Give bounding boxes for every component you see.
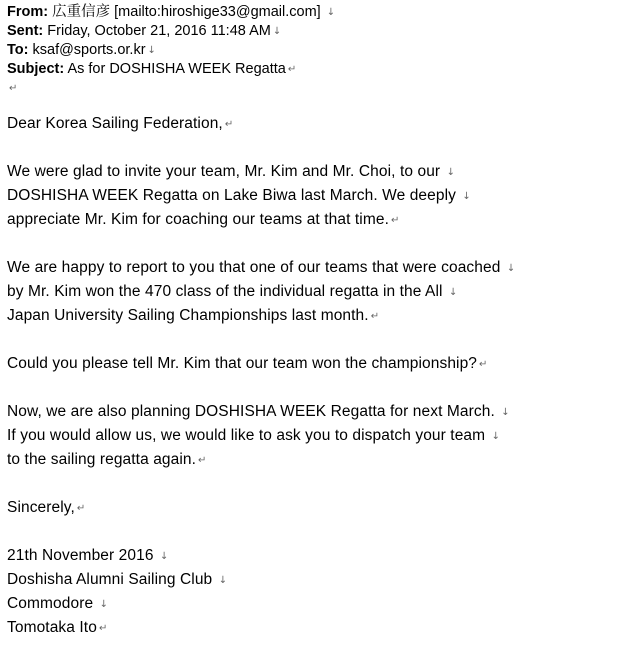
paragraph-line [7, 448, 615, 472]
line-break-mark: ↓ [506, 263, 516, 274]
paragraph-line [7, 304, 615, 328]
paragraph-line-text: by Mr. Kim won the 470 class of the individual regatta in the All [7, 283, 443, 300]
spacer [7, 232, 615, 256]
signature-date [7, 544, 615, 568]
paragraph-mark: ↵ [98, 623, 108, 634]
paragraph-planning [7, 400, 615, 472]
spacer [7, 136, 615, 160]
email-message [7, 0, 615, 640]
paragraph-line [7, 184, 615, 208]
signature-line-text: Tomotaka Ito [7, 619, 97, 636]
paragraph-line [7, 208, 615, 232]
paragraph-line-text: Japan University Sailing Championships last month. [7, 307, 369, 324]
line-break-mark: ↓ [462, 191, 471, 202]
line-break-mark: ↓ [449, 287, 458, 298]
paragraph-line-text: to the sailing regatta again. [7, 451, 197, 468]
to-line [7, 41, 615, 60]
from-value[interactable]: 広重信彦 [mailto:hiroshige33@gmail.com] [52, 4, 321, 20]
sent-line [7, 22, 615, 41]
paragraph-mark: ↵ [9, 83, 18, 94]
paragraph-line [7, 424, 615, 448]
paragraph-line-text: If you would allow us, we would like to ask you to dispatch your team [7, 427, 486, 444]
sent-value: Friday, October 21, 2016 11:48 AM [47, 23, 271, 39]
line-break-mark: ↓ [99, 599, 109, 610]
paragraph-line-text: DOSHISHA WEEK Regatta on Lake Biwa last March. We deeply [7, 187, 456, 204]
paragraph-line-text: Now, we are also planning DOSHISHA WEEK Regatta for next March. [7, 403, 495, 420]
paragraph-mark: ↵ [390, 215, 400, 226]
spacer [7, 520, 615, 544]
greeting-text: Dear Korea Sailing Federation, [7, 115, 223, 132]
paragraph-line-text: Could you please tell Mr. Kim that our team won the championship? [7, 355, 478, 372]
from-line [7, 3, 615, 22]
signature-block [7, 544, 615, 640]
paragraph-line [7, 256, 615, 280]
line-break-mark: ↓ [326, 7, 336, 18]
signature-line-text: 21th November 2016 [7, 547, 154, 564]
subject-value: As for DOSHISHA WEEK Regatta [67, 61, 286, 77]
line-break-mark: ↓ [272, 26, 282, 37]
signature-line-text: Doshisha Alumni Sailing Club [7, 571, 213, 588]
paragraph-report [7, 256, 615, 328]
paragraph-mark: ↵ [198, 455, 207, 466]
subject-label: Subject: [7, 61, 65, 77]
to-label: To: [7, 42, 29, 58]
paragraph-line-text: We are happy to report to you that one of our teams that were coached [7, 259, 501, 276]
line-break-mark: ↓ [218, 575, 228, 586]
subject-line [7, 60, 615, 79]
paragraph-line [7, 400, 615, 424]
paragraph-line-text: appreciate Mr. Kim for coaching our teams at that time. [7, 211, 389, 228]
closing [7, 496, 615, 520]
paragraph-mark: ↵ [76, 503, 86, 514]
paragraph-mark: ↵ [479, 359, 488, 370]
signature-title [7, 592, 615, 616]
signature-line-text: Commodore [7, 595, 94, 612]
paragraph-line [7, 160, 615, 184]
paragraph-mark: ↵ [287, 64, 297, 75]
to-value[interactable]: ksaf@sports.or.kr [32, 42, 146, 58]
paragraph-line-text: We were glad to invite your team, Mr. Kim and Mr. Choi, to our [7, 163, 441, 180]
line-break-mark: ↓ [446, 167, 456, 178]
spacer [7, 376, 615, 400]
paragraph-invitation [7, 160, 615, 232]
spacer [7, 472, 615, 496]
spacer [7, 328, 615, 352]
line-break-mark: ↓ [159, 551, 169, 562]
line-break-mark: ↓ [147, 45, 156, 56]
paragraph-mark: ↵ [370, 311, 380, 322]
signature-name [7, 616, 615, 640]
paragraph-mark: ↵ [224, 119, 234, 130]
spacer [7, 98, 615, 112]
line-break-mark: ↓ [501, 407, 510, 418]
closing-text: Sincerely, [7, 499, 75, 516]
paragraph-line [7, 280, 615, 304]
paragraph-request [7, 352, 615, 376]
from-label: From: [7, 4, 49, 20]
signature-organization [7, 568, 615, 592]
blank-header-line [7, 79, 615, 98]
email-body [7, 98, 615, 640]
sent-label: Sent: [7, 23, 44, 39]
greeting [7, 112, 615, 136]
email-header [7, 0, 615, 98]
line-break-mark: ↓ [491, 431, 501, 442]
